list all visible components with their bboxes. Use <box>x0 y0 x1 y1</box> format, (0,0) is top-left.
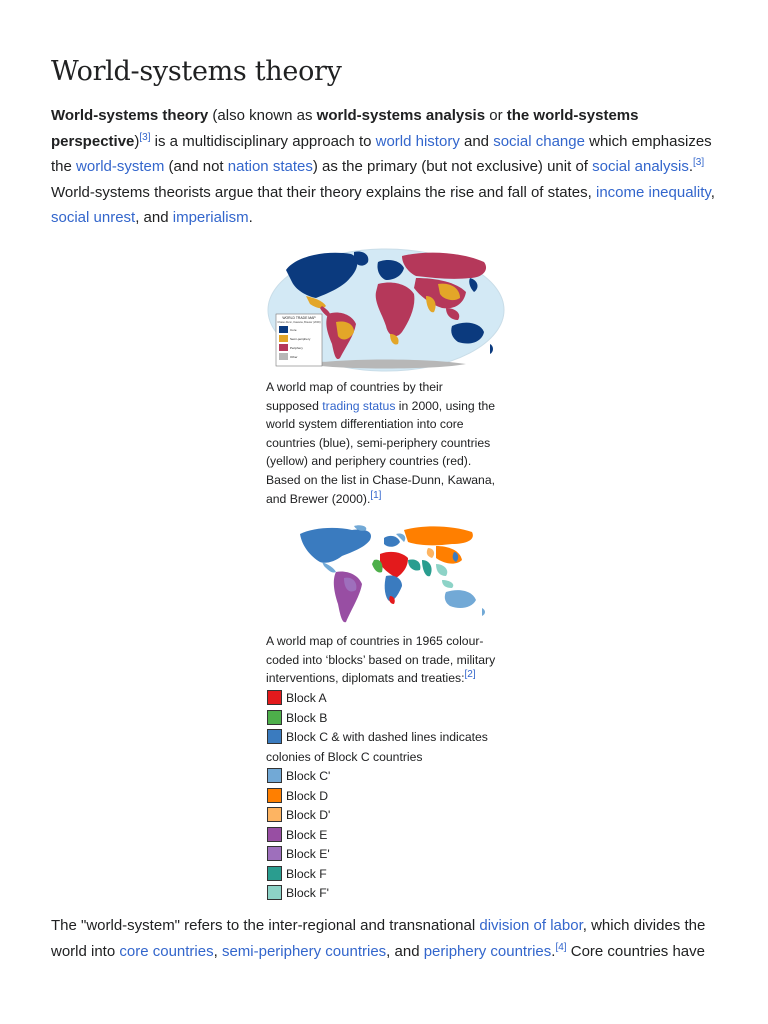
link-core-countries[interactable]: core countries <box>119 942 214 960</box>
body-text: The "world-system" refers to the inter-regional and transnational <box>51 917 480 934</box>
reference-link[interactable]: [1] <box>370 489 382 501</box>
link-world-system[interactable]: world-system <box>76 158 165 175</box>
intro-text: ) <box>134 132 140 150</box>
legend-item <box>266 884 498 904</box>
legend-label: Block C & with dashed lines indicates colonies of Block C countries <box>266 730 488 764</box>
link-imperialism[interactable]: imperialism <box>172 209 249 226</box>
body-text: Core countries have <box>566 942 705 960</box>
intro-text: which emphasizes the <box>51 132 712 175</box>
legend-label: Block D <box>286 788 328 803</box>
reference-link[interactable]: [2] <box>464 669 476 681</box>
legend-label: Block B <box>286 710 328 725</box>
intro-bold-term: the world-systems perspective <box>51 107 639 150</box>
intro-bold-term: World-systems theory <box>51 107 209 124</box>
caption-text: A world map of countries by their supposed <box>266 380 443 413</box>
intro-text: (and not <box>164 158 228 175</box>
body-text: , which divides the world into <box>51 917 706 960</box>
legend-swatch <box>267 827 282 842</box>
intro-text: . <box>248 209 253 226</box>
legend-swatch <box>267 690 282 705</box>
world-trade-map-2000[interactable] <box>266 248 506 372</box>
legend-item <box>266 787 498 807</box>
link-nation-states[interactable]: nation states <box>227 158 313 175</box>
legend-item <box>266 728 498 767</box>
map-legend-item: Semi-periphery <box>290 337 311 341</box>
body-paragraph <box>51 913 719 964</box>
legend-item <box>266 806 498 826</box>
link-trading-status[interactable]: trading status <box>322 398 396 413</box>
legend-label: Block E' <box>286 847 330 861</box>
map-legend-item: Other <box>290 355 298 359</box>
link-division-of-labor[interactable]: division of labor <box>479 917 583 934</box>
legend-item <box>266 826 498 846</box>
intro-text: . <box>688 158 694 175</box>
legend-label: Block F <box>286 866 327 881</box>
legend-label: Block C' <box>286 769 331 783</box>
legend-swatch <box>267 710 282 725</box>
link-semi-periphery-countries[interactable]: semi-periphery countries <box>221 942 387 960</box>
legend-swatch <box>267 885 282 900</box>
legend-swatch <box>267 788 282 803</box>
legend-swatch <box>267 846 282 861</box>
body-text: , <box>213 942 222 960</box>
map-legend-item: Periphery <box>290 346 303 350</box>
legend-swatch <box>267 768 282 783</box>
intro-text: ) as the primary (but not exclusive) unit of <box>312 158 593 175</box>
reference-link[interactable]: [3] <box>693 157 705 168</box>
legend-label: Block E <box>286 827 328 842</box>
link-social-analysis[interactable]: social analysis <box>592 158 689 175</box>
map-legend-title: WORLD TRADE MAP <box>282 316 316 320</box>
intro-text: or <box>485 107 507 124</box>
link-social-change[interactable]: social change <box>493 132 585 150</box>
legend-item <box>266 845 498 865</box>
figure-caption <box>266 632 498 688</box>
block-legend <box>266 689 498 904</box>
intro-text: , <box>710 183 715 201</box>
world-block-map-1965[interactable] <box>286 524 500 628</box>
intro-text: World-systems theorists argue that their theory explains the rise and fall of states, <box>51 183 596 201</box>
intro-paragraph <box>51 103 719 231</box>
legend-item <box>266 865 498 885</box>
legend-label: Block A <box>286 691 327 705</box>
legend-item <box>266 767 498 787</box>
map-legend-item: Core <box>290 328 297 332</box>
legend-label: Block D' <box>286 808 331 822</box>
intro-text: and <box>459 132 494 150</box>
legend-item <box>266 689 498 709</box>
legend-label: Block F' <box>286 886 329 900</box>
body-text: , and <box>386 942 424 960</box>
legend-swatch <box>267 866 282 881</box>
intro-text: (also known as <box>208 107 317 124</box>
page-title: World-systems theory <box>51 56 342 87</box>
map-legend-subtitle: Chase-Dunn, Kawana, Brewer (2000) <box>277 321 321 324</box>
intro-text: is a multidisciplinary approach to <box>150 132 376 150</box>
link-periphery-countries[interactable]: periphery countries <box>423 942 552 960</box>
caption-text: A world map of countries in 1965 colour-coded into ‘blocks’ based on trade, military interventions, diplomats and treaties: <box>266 634 496 686</box>
legend-swatch <box>267 807 282 822</box>
body-text: . <box>551 942 556 960</box>
legend-item <box>266 709 498 729</box>
figure-caption <box>266 378 498 508</box>
link-social-unrest[interactable]: social unrest <box>51 209 136 226</box>
intro-text: , and <box>135 209 173 226</box>
link-world-history[interactable]: world history <box>375 132 460 150</box>
reference-link[interactable]: [3] <box>139 131 151 143</box>
caption-text: in 2000, using the world system differentiation into core countries (blue), semi-periphery countries (yellow) and periphery countries (red). Based on the list in Chase-Dunn, Kawana, and Brewer (2000). <box>266 398 496 506</box>
legend-swatch <box>267 729 282 744</box>
reference-link[interactable]: [4] <box>555 941 567 953</box>
link-income-inequality[interactable]: income inequality <box>595 183 711 201</box>
intro-bold-term: world-systems analysis <box>316 107 486 124</box>
